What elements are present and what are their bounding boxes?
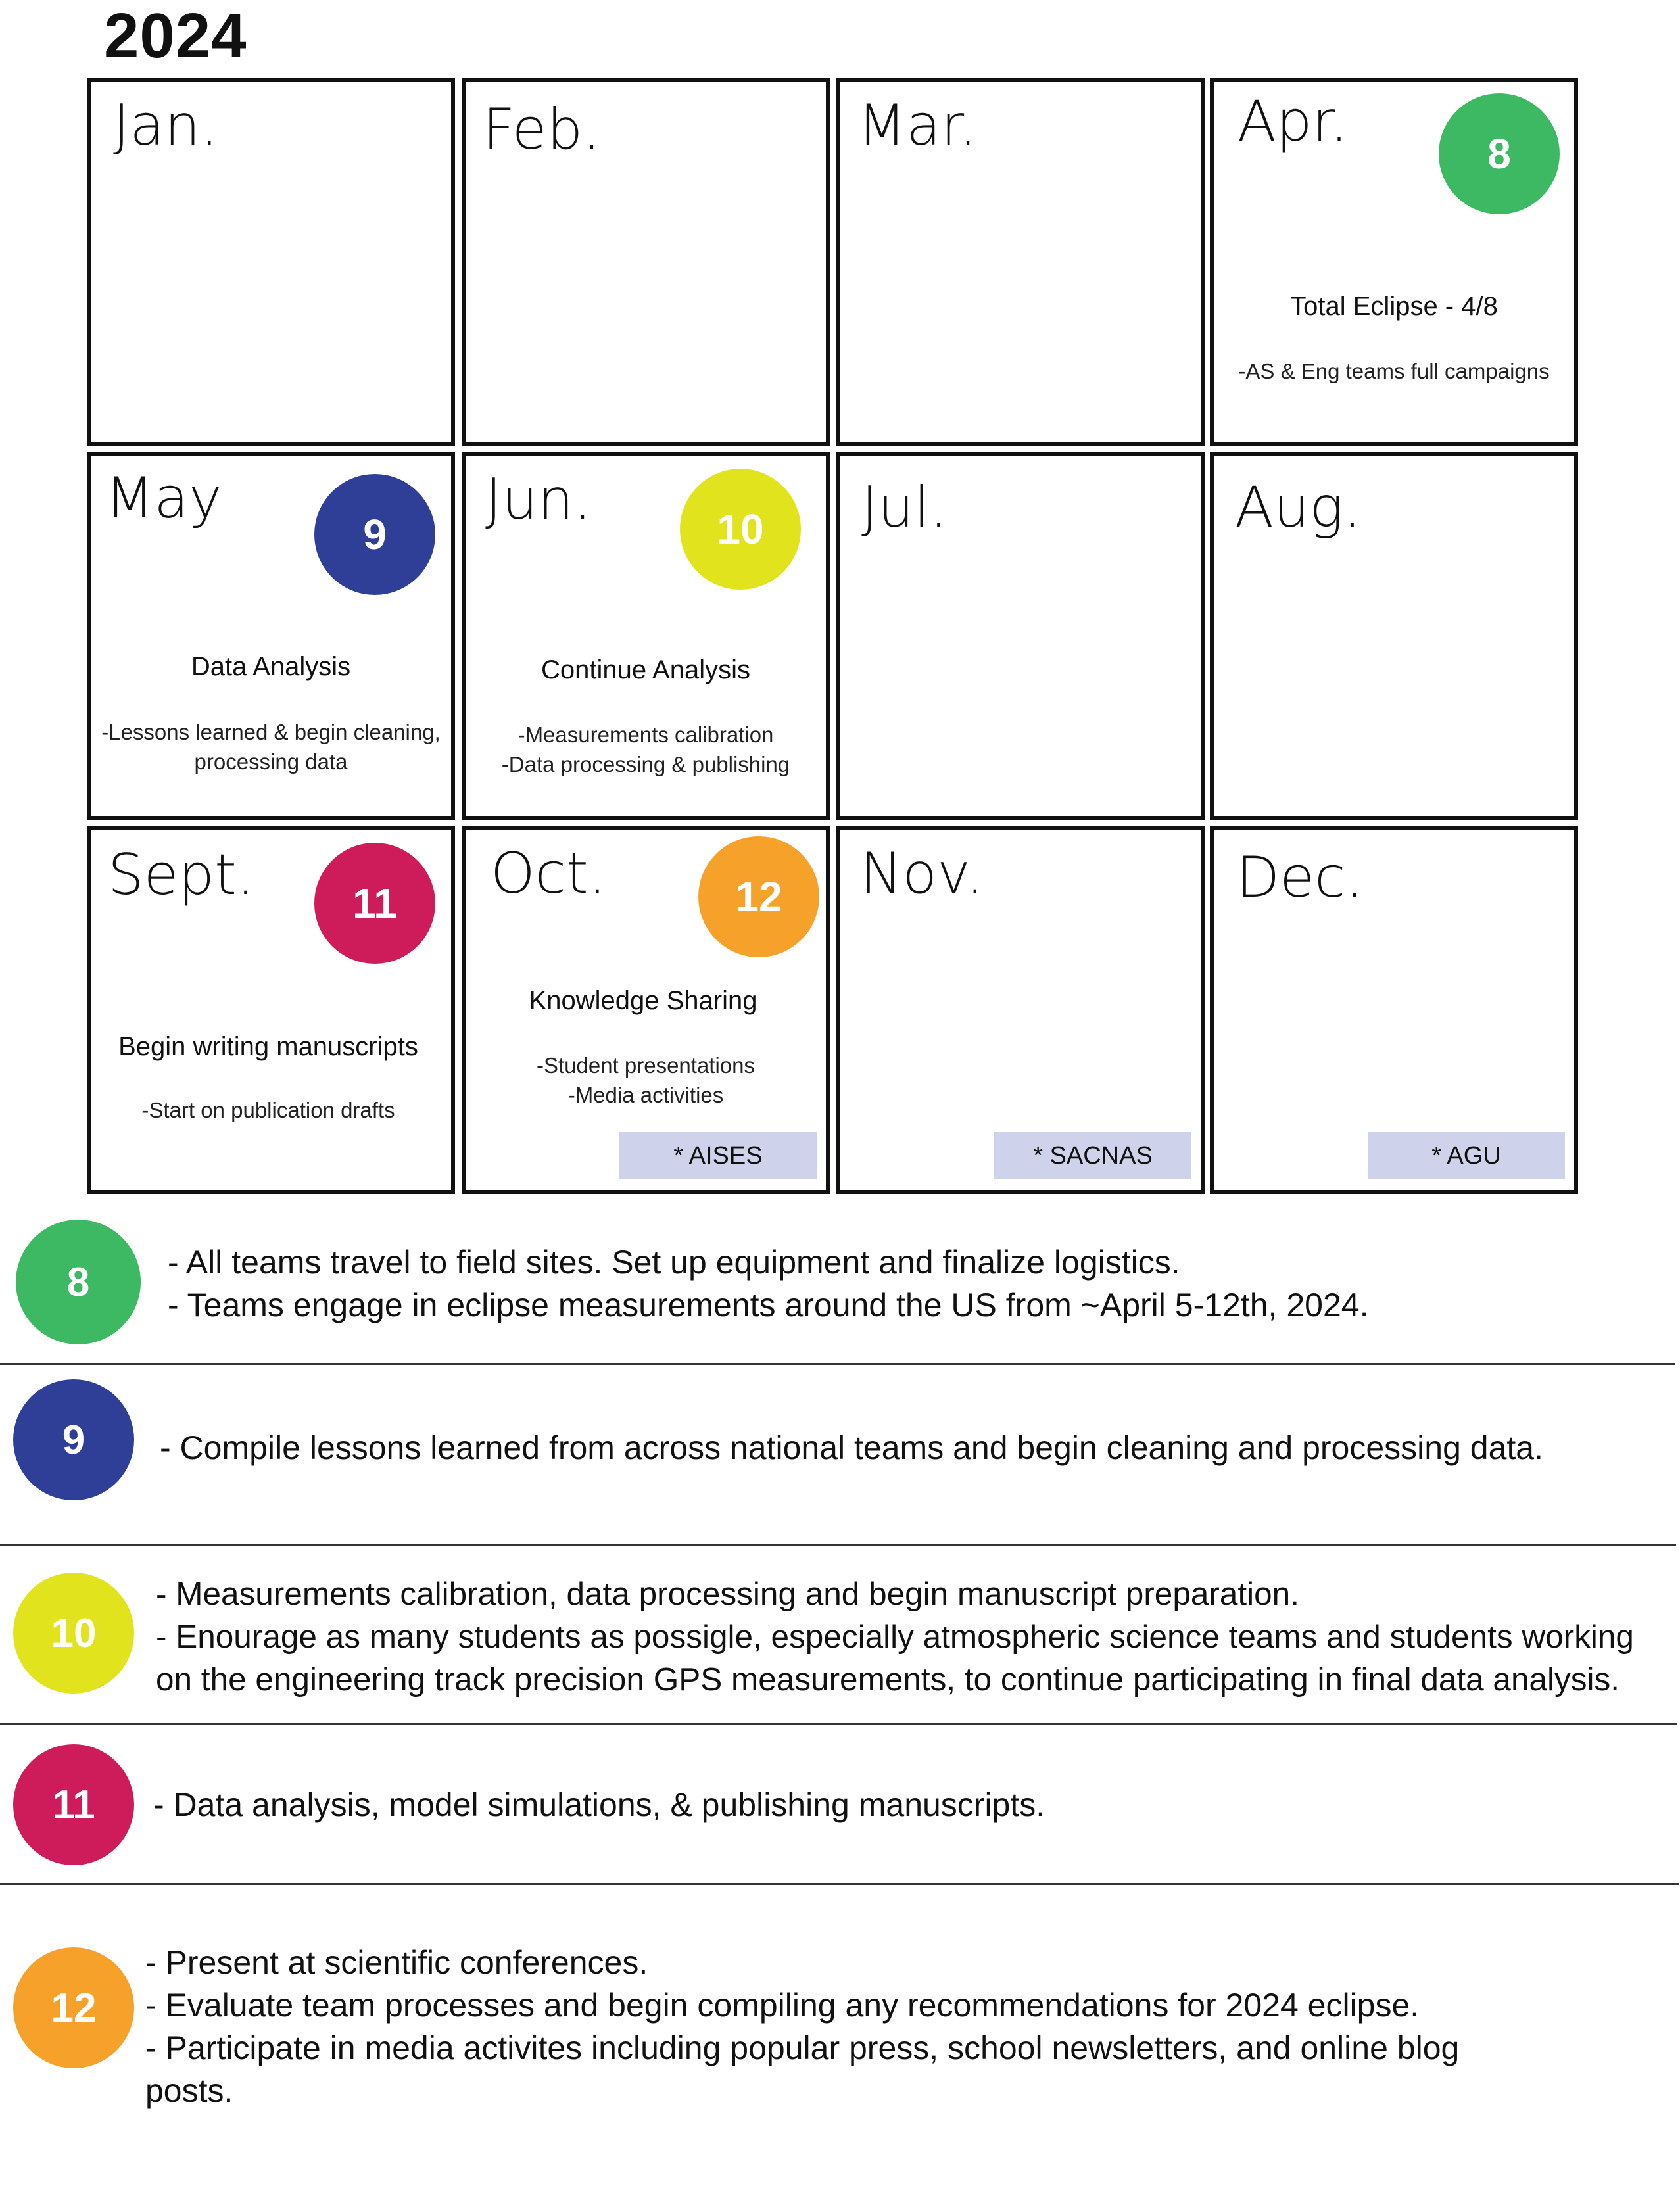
phase-note: -Lessons learned & begin cleaning, — [101, 720, 441, 744]
month-label: Mar. — [857, 93, 977, 158]
phase-title: Begin writing manuscripts — [118, 1032, 418, 1061]
legend-text-10 — [156, 1573, 1634, 1701]
legend-line: - Measurements calibration, data processing and begin manuscript preparation. — [156, 1576, 1299, 1612]
phase-note: processing data — [194, 749, 348, 774]
month-label: Jun. — [485, 467, 592, 533]
month-cell-jan — [87, 78, 455, 446]
legend-line: - Teams engage in eclipse measurements around the US from ~April 5-12th, 2024. — [168, 1287, 1369, 1323]
month-cell-oct — [462, 826, 830, 1194]
legend-badge-8: 8 — [16, 1220, 141, 1344]
month-label: Jul. — [861, 475, 948, 540]
legend-divider — [0, 1723, 1677, 1725]
legend-divider — [0, 1883, 1679, 1885]
legend-line: - Present at scientific conferences. — [145, 1944, 648, 1981]
phase-note: -Start on publication drafts — [141, 1098, 395, 1122]
month-label: Dec. — [1236, 845, 1364, 911]
legend-line: posts. — [145, 2072, 233, 2109]
legend-badge-12: 12 — [13, 1947, 134, 2068]
phase-note: -Media activities — [567, 1083, 724, 1108]
month-cell-jun — [462, 452, 830, 820]
month-cell-jul — [836, 452, 1205, 820]
phase-notes — [466, 720, 826, 779]
phase-notes — [1214, 356, 1574, 386]
month-cell-may — [87, 452, 455, 820]
month-label: Nov. — [860, 841, 984, 907]
month-cell-sep — [87, 826, 455, 1194]
conference-tag-agu: * AGU — [1368, 1132, 1565, 1179]
legend-text-12 — [145, 1941, 1459, 2112]
legend-line: - All teams travel to field sites. Set up equipment and finalize logistics. — [168, 1244, 1180, 1281]
month-cell-aug — [1210, 452, 1578, 820]
phase-notes — [466, 1051, 826, 1110]
phase-notes — [91, 717, 451, 776]
legend-line: - Evaluate team processes and begin compiling any recommendations for 2024 eclipse. — [145, 1987, 1420, 2024]
phase-note: -Student presentations — [536, 1053, 756, 1078]
month-label: Sept. — [108, 842, 255, 908]
milestone-badge-11: 11 — [314, 843, 435, 964]
legend-text-8 — [168, 1241, 1368, 1327]
phase-note: -Data processing & publishing — [501, 752, 790, 777]
milestone-badge-10: 10 — [680, 469, 801, 590]
phase-note: -AS & Eng teams full campaigns — [1238, 359, 1550, 383]
conference-tag-aises: * AISES — [619, 1132, 817, 1179]
milestone-badge-9: 9 — [314, 474, 435, 595]
phase-notes — [91, 1095, 446, 1125]
conference-tag-sacnas: * SACNAS — [994, 1132, 1191, 1179]
month-label: Aug. — [1235, 475, 1362, 540]
legend-line: on the engineering track precision GPS measurements, to continue participating in final data analysis. — [156, 1661, 1620, 1698]
legend-text-11 — [153, 1784, 1045, 1826]
month-label: Feb. — [483, 97, 601, 162]
phase-title: Knowledge Sharing — [529, 986, 757, 1015]
month-cell-mar — [836, 78, 1205, 446]
phase-title: Data Analysis — [191, 652, 351, 681]
phase-note: -Measurements calibration — [517, 723, 774, 747]
milestone-badge-12: 12 — [698, 836, 819, 957]
legend-divider — [0, 1544, 1676, 1546]
legend-line: - Participate in media activites including popular press, school newsletters, and online blog — [145, 2030, 1460, 2066]
month-label: May — [105, 465, 222, 531]
legend-line: - Enourage as many students as possigle, especially atmospheric science teams and students working — [156, 1619, 1634, 1655]
legend-badge-11: 11 — [13, 1744, 134, 1865]
month-cell-dec — [1210, 826, 1578, 1194]
phase-title: Continue Analysis — [541, 655, 750, 684]
legend-divider — [0, 1363, 1675, 1365]
month-label: Jan. — [113, 93, 218, 158]
phase-title: Total Eclipse - 4/8 — [1290, 292, 1498, 321]
legend-badge-10: 10 — [13, 1573, 134, 1694]
month-cell-apr — [1210, 78, 1578, 446]
milestone-badge-8: 8 — [1439, 93, 1560, 214]
legend-badge-9: 9 — [13, 1379, 134, 1500]
month-label: Oct. — [491, 841, 607, 907]
month-cell-nov — [836, 826, 1205, 1194]
month-label: Apr. — [1237, 89, 1349, 154]
legend-text-9 — [160, 1427, 1543, 1469]
legend-line: - Compile lessons learned from across national teams and begin cleaning and processing data. — [160, 1429, 1543, 1466]
legend-line: - Data analysis, model simulations, & publishing manuscripts. — [153, 1786, 1045, 1823]
month-cell-feb — [462, 78, 830, 446]
year-title: 2024 — [104, 1, 247, 71]
